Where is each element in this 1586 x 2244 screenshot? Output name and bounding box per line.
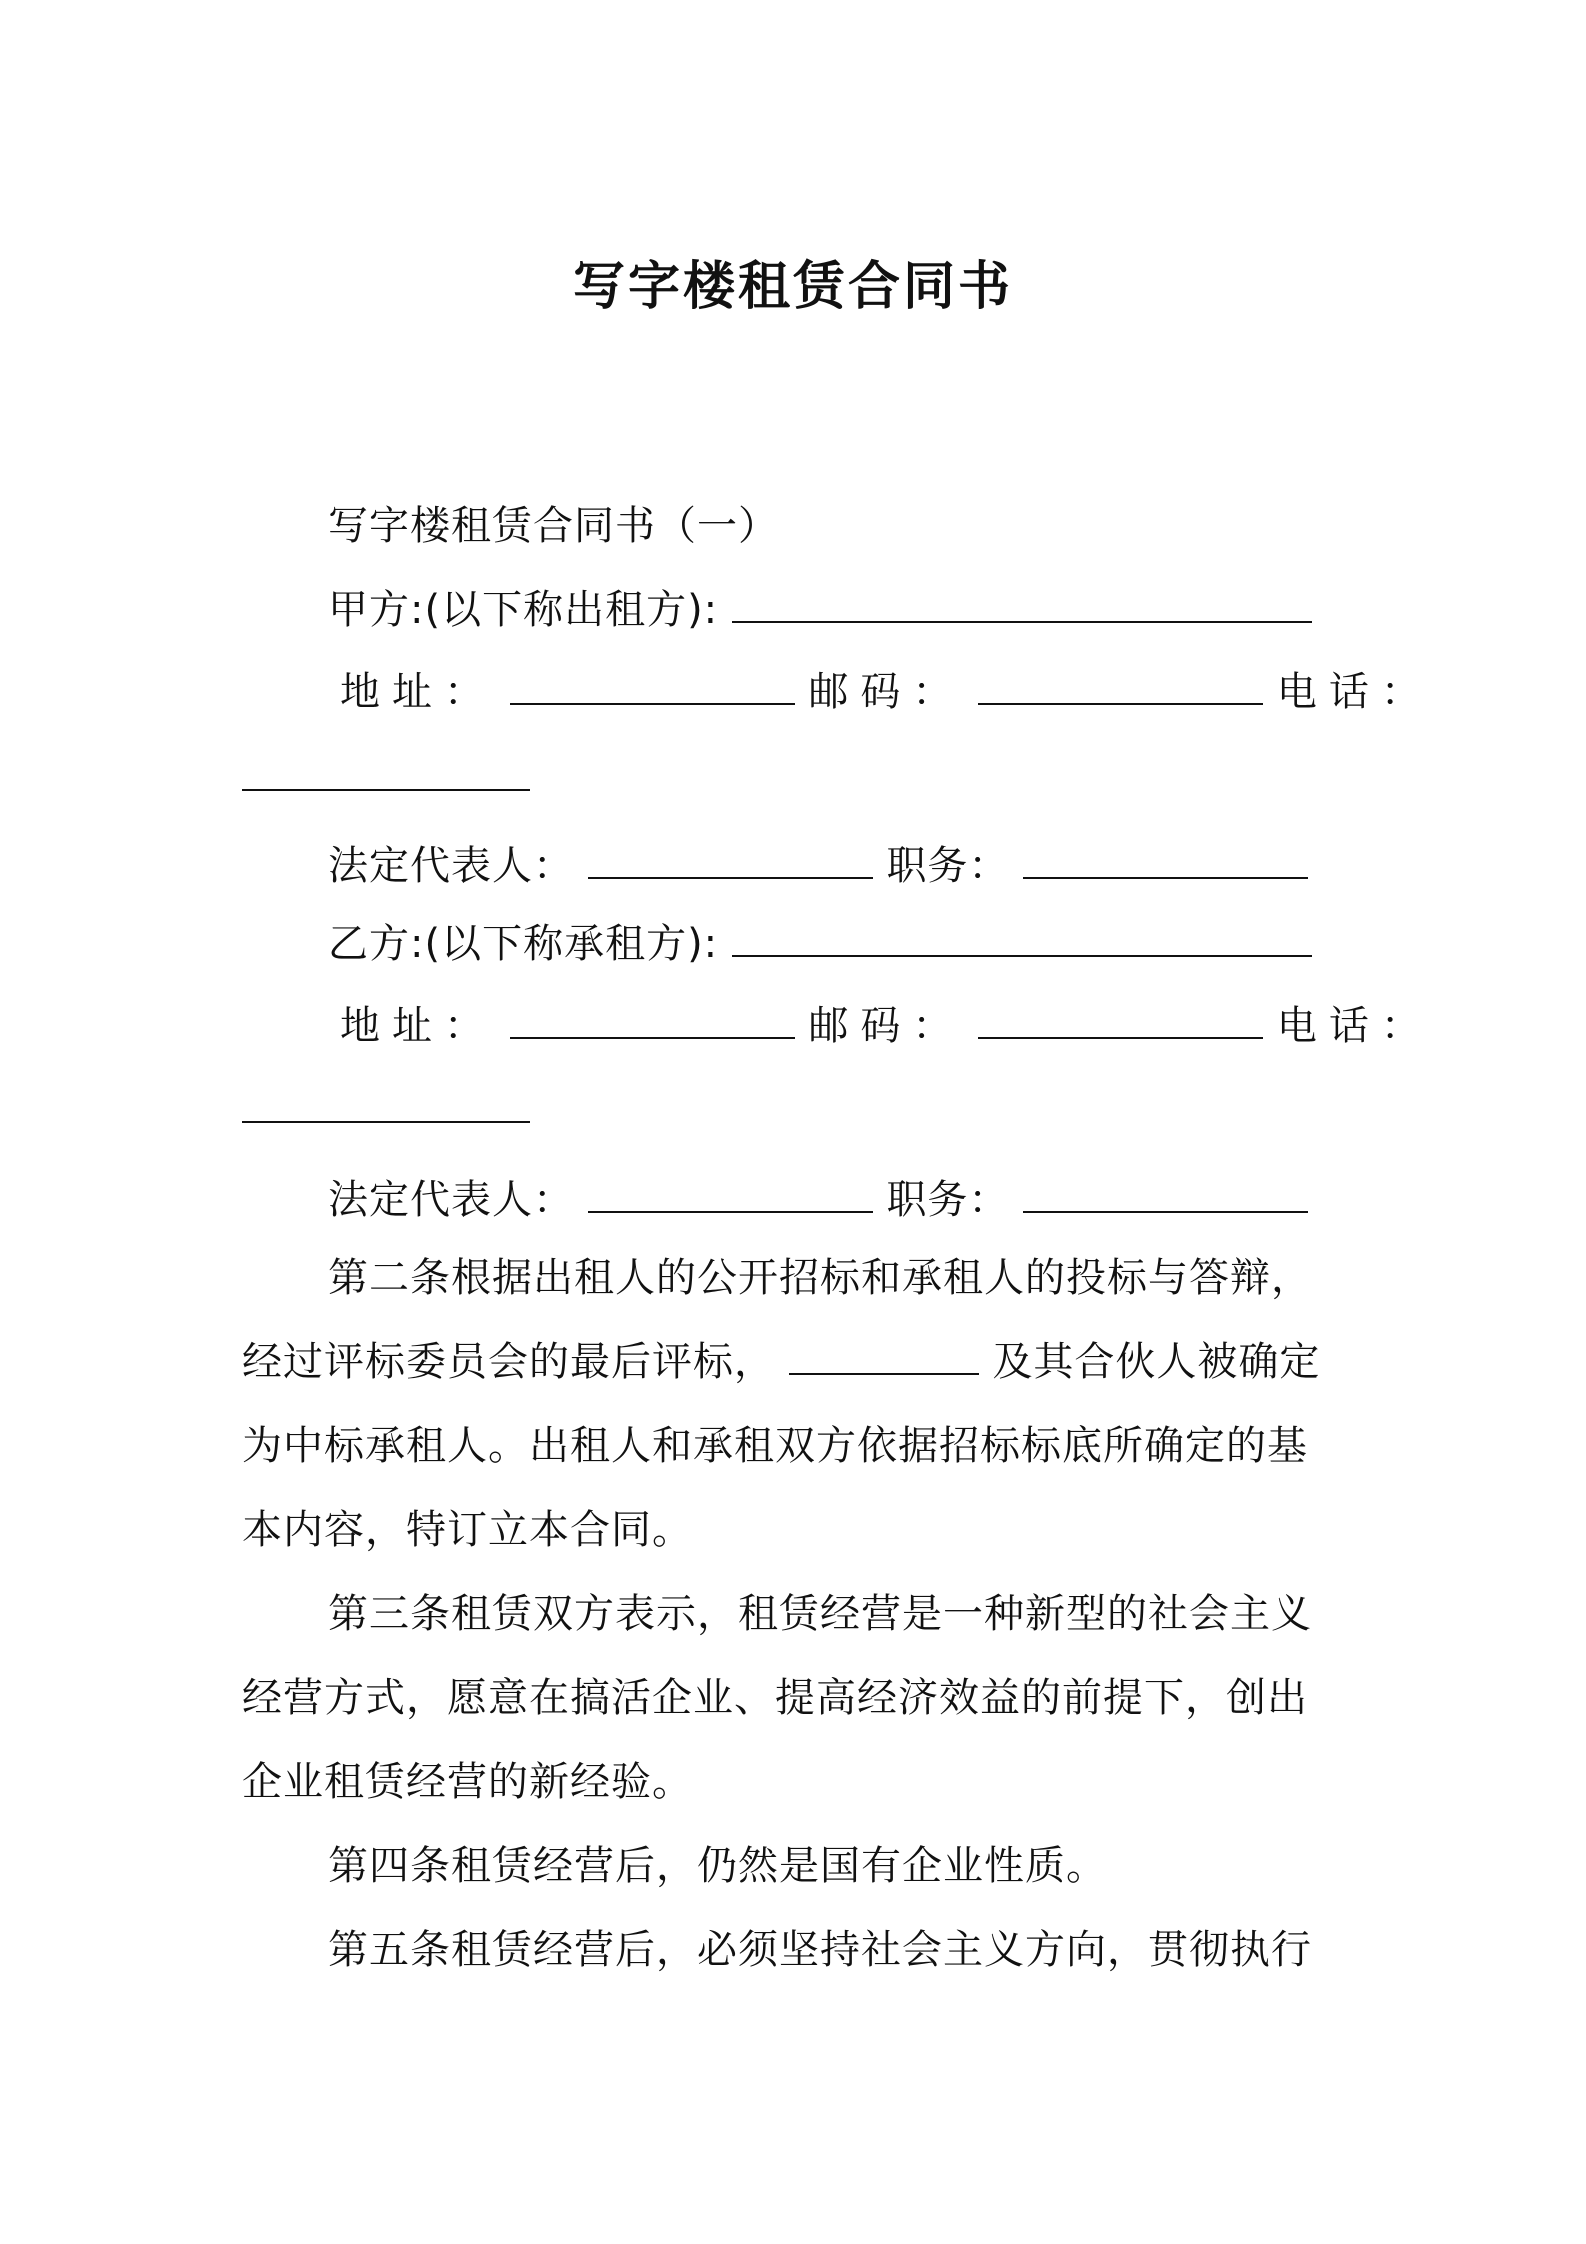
party-b-contact-line xyxy=(340,998,1433,1054)
article5-line1: 第五条租赁经营后，必须坚持社会主义方向，贯彻执行 xyxy=(328,1927,1312,1973)
party-a-postcode-label: 邮码： xyxy=(808,669,965,715)
article2-line4: 本内容，特订立本合同。 xyxy=(242,1507,693,1553)
party-a-name-blank xyxy=(732,587,1312,623)
party-a-rep-line xyxy=(328,838,1308,894)
party-a-address-blank xyxy=(510,669,795,705)
party-b-rep-label: 法定代表人： xyxy=(328,1177,574,1223)
party-a-address-label: 地址： xyxy=(340,669,496,715)
article4-line1: 第四条租赁经营后，仍然是国有企业性质。 xyxy=(328,1843,1107,1889)
party-b-position-label: 职务： xyxy=(886,1177,1010,1223)
article2-line2-a: 经过评标委员会的最后评标， xyxy=(242,1339,775,1385)
party-b-rep-line xyxy=(328,1172,1308,1228)
party-b-postcode-blank xyxy=(978,1003,1263,1039)
party-a-contact-line xyxy=(340,664,1433,720)
article2-line2 xyxy=(242,1334,1320,1390)
article2-line2-b: 及其合伙人被确定 xyxy=(992,1339,1321,1385)
party-b-address-label: 地址： xyxy=(340,1003,496,1049)
article2-line1: 第二条根据出租人的公开招标和承租人的投标与答辩， xyxy=(328,1255,1312,1301)
party-b-label: 乙方:(以下称承租方): xyxy=(328,921,719,967)
party-a-postcode-blank xyxy=(978,669,1263,705)
party-b-position-blank xyxy=(1023,1177,1308,1213)
party-a-rep-blank xyxy=(588,843,873,879)
party-b-phone-line xyxy=(242,1082,530,1138)
party-b-rep-blank xyxy=(588,1177,873,1213)
party-a-phone-label: 电话： xyxy=(1276,669,1433,715)
document-title: 写字楼租赁合同书 xyxy=(572,257,1013,317)
party-a-phone-line xyxy=(242,750,530,806)
party-b-postcode-label: 邮码： xyxy=(808,1003,965,1049)
party-a-phone-blank xyxy=(242,755,530,791)
party-a-position-label: 职务： xyxy=(886,843,1010,889)
article3-line2: 经营方式，愿意在搞活企业、提高经济效益的前提下，创出 xyxy=(242,1675,1308,1721)
party-b-address-blank xyxy=(510,1003,795,1039)
party-b-name-blank xyxy=(732,921,1312,957)
article2-bidder-blank xyxy=(789,1339,979,1375)
document-subtitle: 写字楼租赁合同书（一） xyxy=(328,503,779,549)
party-a-label: 甲方:(以下称出租方): xyxy=(328,587,719,633)
article3-line3: 企业租赁经营的新经验。 xyxy=(242,1759,693,1805)
party-b-line xyxy=(328,916,1312,972)
party-b-phone-label: 电话： xyxy=(1276,1003,1433,1049)
party-b-phone-blank xyxy=(242,1087,530,1123)
party-a-rep-label: 法定代表人： xyxy=(328,843,574,889)
article2-line3: 为中标承租人。出租人和承租双方依据招标标底所确定的基 xyxy=(242,1423,1308,1469)
article3-line1: 第三条租赁双方表示，租赁经营是一种新型的社会主义 xyxy=(328,1591,1312,1637)
party-a-position-blank xyxy=(1023,843,1308,879)
party-a-line xyxy=(328,582,1312,638)
